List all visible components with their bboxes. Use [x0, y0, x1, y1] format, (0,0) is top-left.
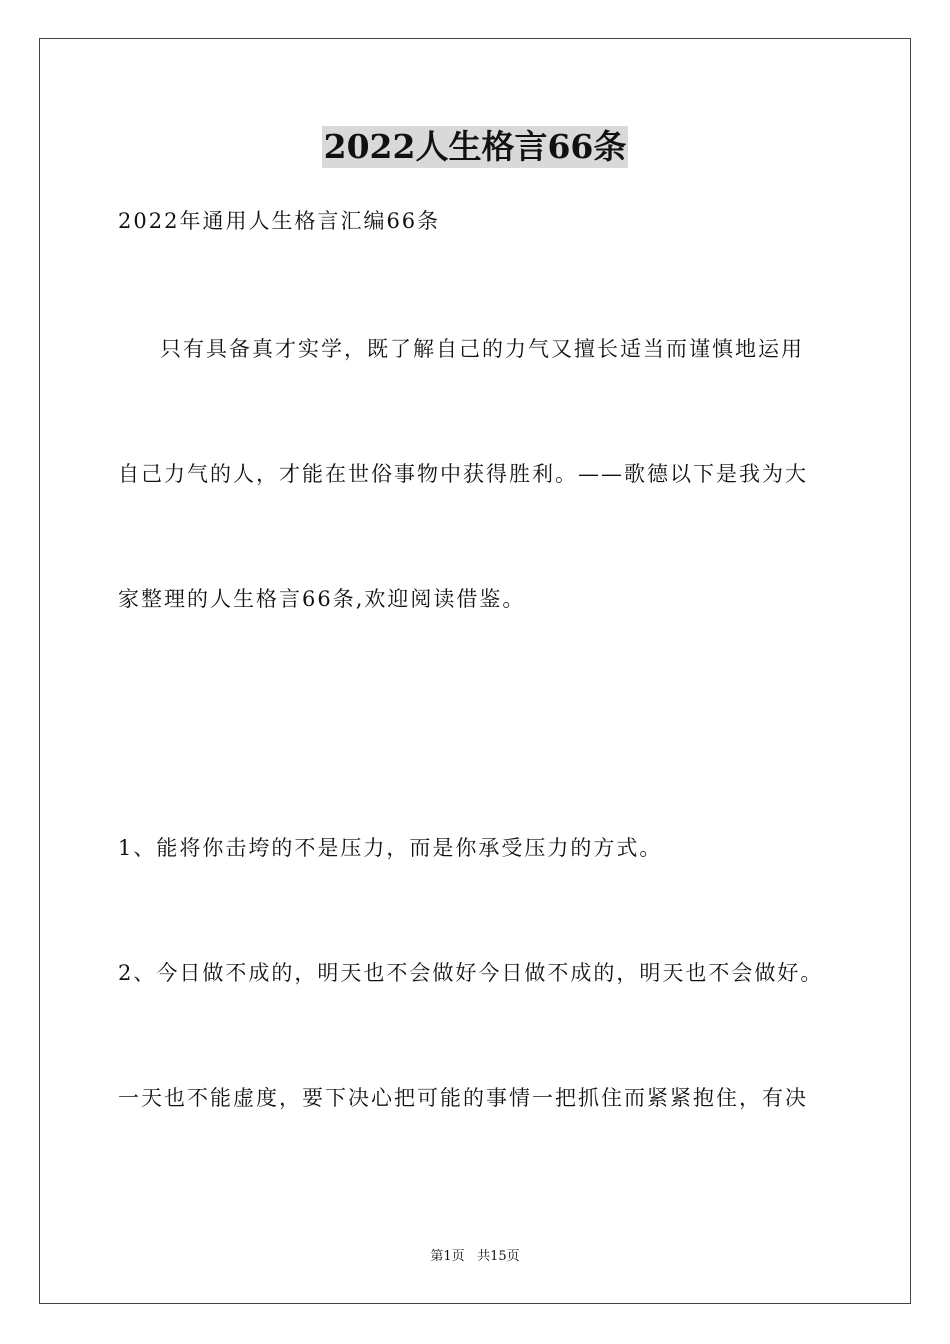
document-subtitle: 2022年通用人生格言汇编66条: [118, 209, 441, 233]
paragraph-line: 家整理的人生格言66条,欢迎阅读借鉴。: [118, 587, 526, 611]
document-title: [0, 126, 950, 168]
page-total: 共15页: [477, 1249, 520, 1264]
list-item-continuation: 一天也不能虚度，要下决心把可能的事情一把抓住而紧紧抱住，有决: [118, 1086, 808, 1110]
paragraph-line: 自己力气的人，才能在世俗事物中获得胜利。——歌德以下是我为大: [118, 462, 808, 486]
document-title-text: 2022人生格言66条: [323, 127, 627, 166]
page-footer: [0, 1248, 950, 1266]
page-number: 第1页: [430, 1249, 465, 1264]
list-item: 1、能将你击垮的不是压力，而是你承受压力的方式。: [118, 836, 663, 860]
paragraph-line: 只有具备真才实学，既了解自己的力气又擅长适当而谨慎地运用: [160, 337, 804, 361]
list-item: 2、今日做不成的，明天也不会做好今日做不成的，明天也不会做好。: [118, 961, 824, 985]
